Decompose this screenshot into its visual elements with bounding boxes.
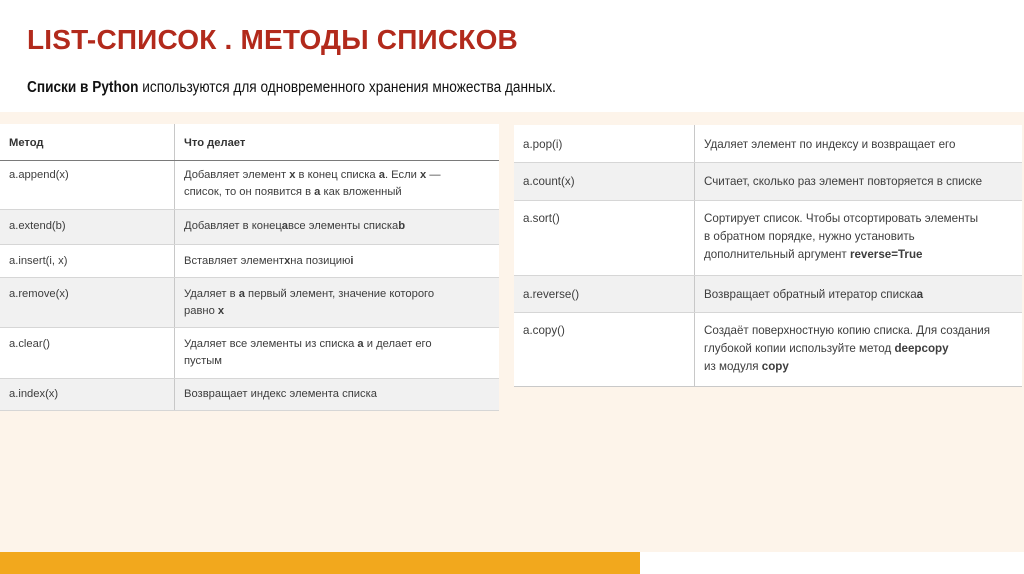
description-cell: Удаляет все элементы из списка a и делает его пустым — [184, 338, 432, 367]
subtitle-lead: Списки в Python — [27, 79, 139, 96]
description-cell: Добавляет в конец a все элементы списка b — [184, 220, 406, 232]
table-row — [514, 125, 1022, 163]
description-cell: Возвращает обратный итератор списка a — [704, 288, 924, 301]
description-cell: Сортирует список. Чтобы отсортировать элементы в обратном порядке, нужно установить дополнительный аргумент reverse=True — [704, 212, 979, 261]
accent-bar — [0, 552, 640, 574]
method-cell: a.sort() — [514, 201, 695, 275]
table-row — [514, 163, 1022, 201]
subtitle-rest: используются для одновременного хранения множества данных. — [138, 79, 556, 96]
header-description: Что делает — [184, 137, 246, 149]
description-cell: Вставляет элемент x на позицию i — [184, 255, 354, 267]
method-cell: a.remove(x) — [0, 278, 175, 327]
table-row — [0, 328, 499, 379]
method-cell: a.extend(b) — [0, 210, 175, 244]
description-cell: Создаёт поверхностную копию списка. Для создания глубокой копии используйте метод deepcopy из модуля copy — [704, 324, 991, 373]
table-row — [0, 379, 499, 411]
slide-title: LIST-СПИСОК . МЕТОДЫ СПИСКОВ — [27, 24, 518, 55]
method-cell: a.index(x) — [0, 379, 175, 410]
table-header-row — [0, 124, 499, 161]
table-row — [514, 276, 1022, 313]
method-cell: a.copy() — [514, 313, 695, 386]
description-cell: Возвращает индекс элемента списка — [184, 388, 377, 400]
method-cell: a.insert(i, x) — [0, 245, 175, 277]
methods-table-right — [514, 125, 1022, 387]
method-cell: a.clear() — [0, 328, 175, 378]
method-cell: a.count(x) — [514, 163, 695, 200]
method-cell: a.reverse() — [514, 276, 695, 312]
method-cell: a.pop(i) — [514, 125, 695, 162]
table-row — [0, 278, 499, 328]
table-row — [514, 313, 1022, 386]
table-row — [0, 161, 499, 210]
description-cell: Считает, сколько раз элемент повторяется в списке — [704, 175, 983, 188]
description-cell: Добавляет элемент x в конец списка a. Если x — список, то он появится в a как вложенный — [184, 169, 441, 198]
methods-table-left — [0, 124, 499, 411]
description-cell: Удаляет в a первый элемент, значение которого равно x — [184, 288, 435, 317]
header-method: Метод — [0, 124, 175, 160]
table-row — [514, 201, 1022, 276]
description-cell: Удаляет элемент по индексу и возвращает его — [704, 138, 956, 151]
table-row — [0, 210, 499, 245]
table-row — [0, 245, 499, 278]
method-cell: a.append(x) — [0, 161, 175, 209]
slide-subtitle — [27, 79, 556, 97]
